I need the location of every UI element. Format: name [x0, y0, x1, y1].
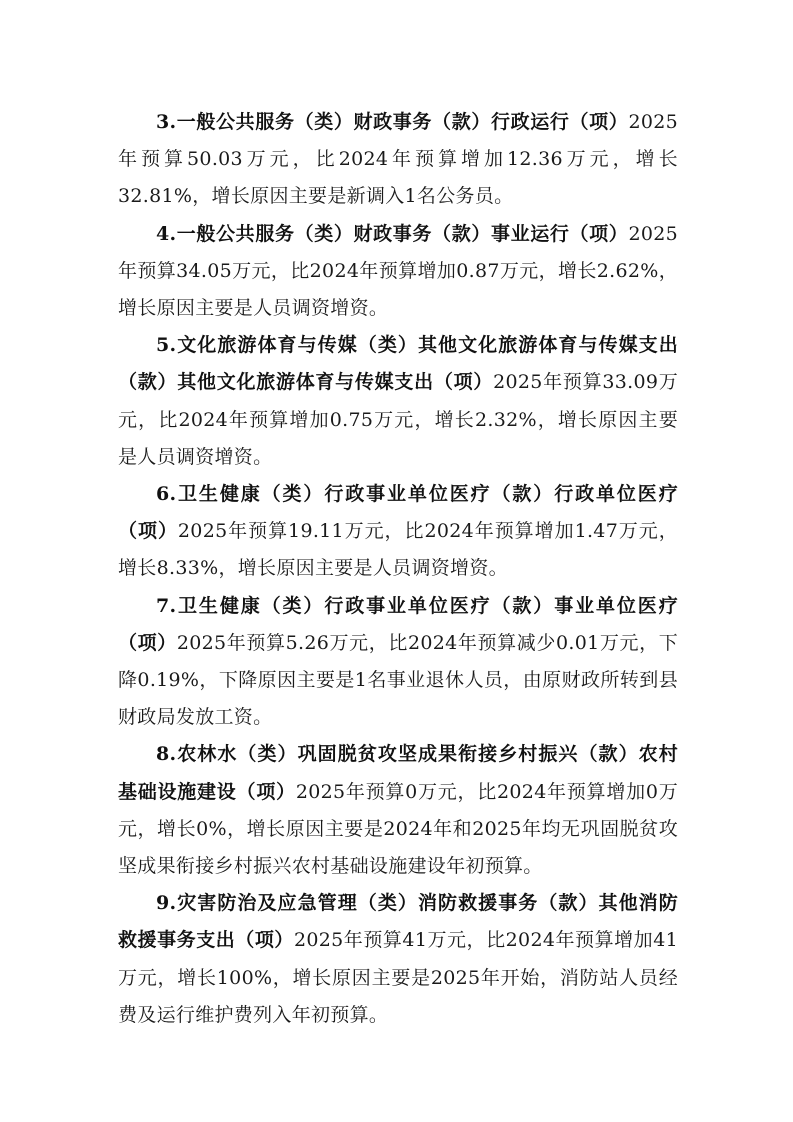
budget-item-heading: 8.农林水（类）巩固脱贫攻坚成果衔接乡村振兴（款）农村基础设施建设（项） — [118, 743, 678, 803]
budget-item-text: 2025年预算33.09万元，比2024年预算增加0.75万元，增长2.32%，增长原因主要是人员调资增资。 — [118, 371, 678, 468]
budget-item-8 — [118, 736, 678, 885]
budget-item-4 — [118, 216, 678, 328]
document-body — [118, 104, 678, 1034]
budget-item-text: 2025年预算50.03万元，比2024年预算增加12.36万元，增长32.81%，增长原因主要是新调入1名公务员。 — [118, 111, 678, 208]
budget-item-3 — [118, 104, 678, 216]
budget-item-heading: 3.一般公共服务（类）财政事务（款）行政运行（项） — [156, 111, 629, 133]
budget-item-6 — [118, 476, 678, 588]
budget-item-text: 2025年预算34.05万元，比2024年预算增加0.87万元，增长2.62%，增长原因主要是人员调资增资。 — [118, 222, 678, 320]
budget-item-text: 2025年预算5.26万元，比2024年预算减少0.01万元，下降0.19%，下降原因主要是1名事业退休人员，由原财政所转到县财政局发放工资。 — [118, 631, 679, 729]
budget-item-text: 2025年预算19.11万元，比2024年预算增加1.47万元，增长8.33%，增长原因主要是人员调资增资。 — [118, 520, 678, 580]
budget-item-heading: 5.文化旅游体育与传媒（类）其他文化旅游体育与传媒支出（款）其他文化旅游体育与传媒支出（项） — [118, 334, 678, 394]
budget-item-text: 2025年预算41万元，比2024年预算增加41万元，增长100%，增长原因主要是2025年开始，消防站人员经费及运行维护费列入年初预算。 — [118, 929, 678, 1026]
budget-item-9 — [118, 885, 678, 1034]
budget-item-7 — [118, 588, 678, 737]
budget-item-heading: 4.一般公共服务（类）财政事务（款）事业运行（项） — [156, 222, 629, 245]
budget-item-heading: 9.灾害防治及应急管理（类）消防救援事务（款）其他消防救援事务支出（项） — [118, 892, 678, 952]
budget-item-5 — [118, 327, 678, 476]
budget-item-heading: 7.卫生健康（类）行政事业单位医疗（款）事业单位医疗（项） — [118, 594, 678, 654]
budget-item-heading: 6.卫生健康（类）行政事业单位医疗（款）行政单位医疗（项） — [118, 483, 678, 543]
budget-item-text: 2025年预算0万元，比2024年预算增加0万元，增长0%，增长原因主要是2024年和2025年均无巩固脱贫攻坚成果衔接乡村振兴农村基础设施建设年初预算。 — [118, 780, 678, 878]
